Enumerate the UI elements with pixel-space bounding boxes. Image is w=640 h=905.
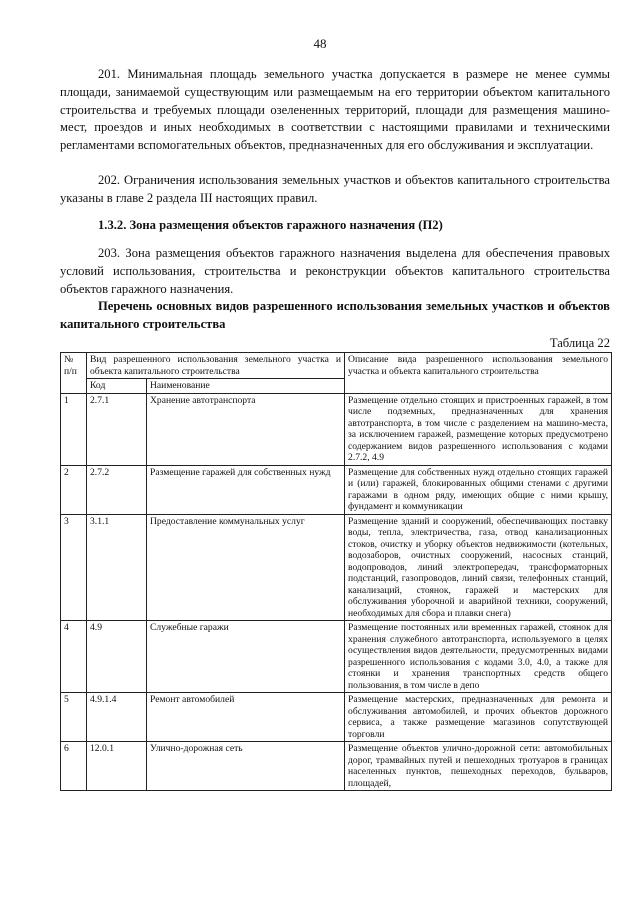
table-row <box>61 621 612 693</box>
uses-table <box>60 352 612 791</box>
paragraph-201: 201. Минимальная площадь земельного участка допускается в размере не менее суммы площади, занимаемой существующим или размещаемым на его территории объектом капитального строительства и требуемых площади озелененных территорий, площади для размещения машино-мест, проездов и иных необходимых в соответствии с настоящими правилами и техническими регламентами вспомогательных объектов, предназначенных для его обслуживания и эксплуатации. <box>60 67 610 153</box>
row-name: Хранение автотранспорта <box>147 393 345 465</box>
row-name: Улично-дорожная сеть <box>147 742 345 791</box>
row-num: 4 <box>61 621 87 693</box>
row-desc: Размещение для собственных нужд отдельно стоящих гаражей и (или) гаражей, блокированных общими стенами с другими гаражами в одном ряду, имеющих общие с ними крышу, фундамент и коммуникации <box>345 465 612 514</box>
row-num: 2 <box>61 465 87 514</box>
table-row <box>61 465 612 514</box>
section-heading: 1.3.2. Зона размещения объектов гаражного назначения (П2) <box>98 218 443 232</box>
row-code: 3.1.1 <box>87 514 147 621</box>
row-code: 4.9 <box>87 621 147 693</box>
row-name: Размещение гаражей для собственных нужд <box>147 465 345 514</box>
row-code: 12.0.1 <box>87 742 147 791</box>
header-num: № п/п <box>61 353 87 394</box>
paragraph-203: 203. Зона размещения объектов гаражного назначения выделена для обеспечения правовых условий использования, строительства и реконструкции объектов капитального строительства объектов гаражного назначения. <box>60 246 610 296</box>
header-code: Код <box>87 379 147 394</box>
row-code: 2.7.2 <box>87 465 147 514</box>
row-num: 1 <box>61 393 87 465</box>
row-name: Служебные гаражи <box>147 621 345 693</box>
row-desc: Размещение отдельно стоящих и пристроенных гаражей, в том числе подземных, предназначенных для хранения автотранспорта, в том числе с разделением на машино-места, за исключением гаражей, размещение которых предусмотрено содержанием видов разрешенного использования с кодами 2.7.2, 4.9 <box>345 393 612 465</box>
row-desc: Размещение постоянных или временных гаражей, стоянок для хранения служебного автотранспорта, используемого в целях осуществления видов деятельности, предусмотренных видами разрешенного использования с кодами 3.0, 4.0, а также для стоянки и хранения транспортных средств общего пользования, в том числе в депо <box>345 621 612 693</box>
row-num: 3 <box>61 514 87 621</box>
row-name: Предоставление коммунальных услуг <box>147 514 345 621</box>
row-desc: Размещение мастерских, предназначенных для ремонта и обслуживания автомобилей, и прочих объектов дорожного сервиса, а также размещение магазинов сопутствующей торговли <box>345 693 612 742</box>
header-name: Наименование <box>147 379 345 394</box>
table-row <box>61 514 612 621</box>
list-title: Перечень основных видов разрешенного использования земельных участков и объектов капитального строительства <box>60 299 610 331</box>
table-caption: Таблица 22 <box>549 336 610 350</box>
row-name: Ремонт автомобилей <box>147 693 345 742</box>
row-num: 5 <box>61 693 87 742</box>
row-code: 4.9.1.4 <box>87 693 147 742</box>
page-number: 48 <box>313 36 327 51</box>
table-row <box>61 742 612 791</box>
table-row <box>61 393 612 465</box>
table-row <box>61 693 612 742</box>
paragraph-202: 202. Ограничения использования земельных участков и объектов капитального строительства указаны в главе 2 раздела III настоящих правил. <box>60 173 610 205</box>
row-code: 2.7.1 <box>87 393 147 465</box>
row-desc: Размещение объектов улично-дорожной сети: автомобильных дорог, трамвайных путей и пешеходных тротуаров в границах населенных пунктов, пешеходных переходов, бульваров, площадей, <box>345 742 612 791</box>
header-kind: Вид разрешенного использования земельного участка и объекта капитального строительства <box>87 353 345 379</box>
row-num: 6 <box>61 742 87 791</box>
header-desc: Описание вида разрешенного использования земельного участка и объекта капитального строительства <box>345 353 612 394</box>
row-desc: Размещение зданий и сооружений, обеспечивающих поставку воды, тепла, электричества, газа, отвод канализационных стоков, очистку и уборку объектов недвижимости (котельных, водозаборов, очистных сооружений, насосных станций, водопроводов, линий электропередач, трансформаторных подстанций, газопроводов, линий связи, телефонных станций, канализаций, стоянок, гаражей и мастерских для обслуживания уборочной и аварийной техники, сооружений, необходимых для сбора и плавки снега) <box>345 514 612 621</box>
